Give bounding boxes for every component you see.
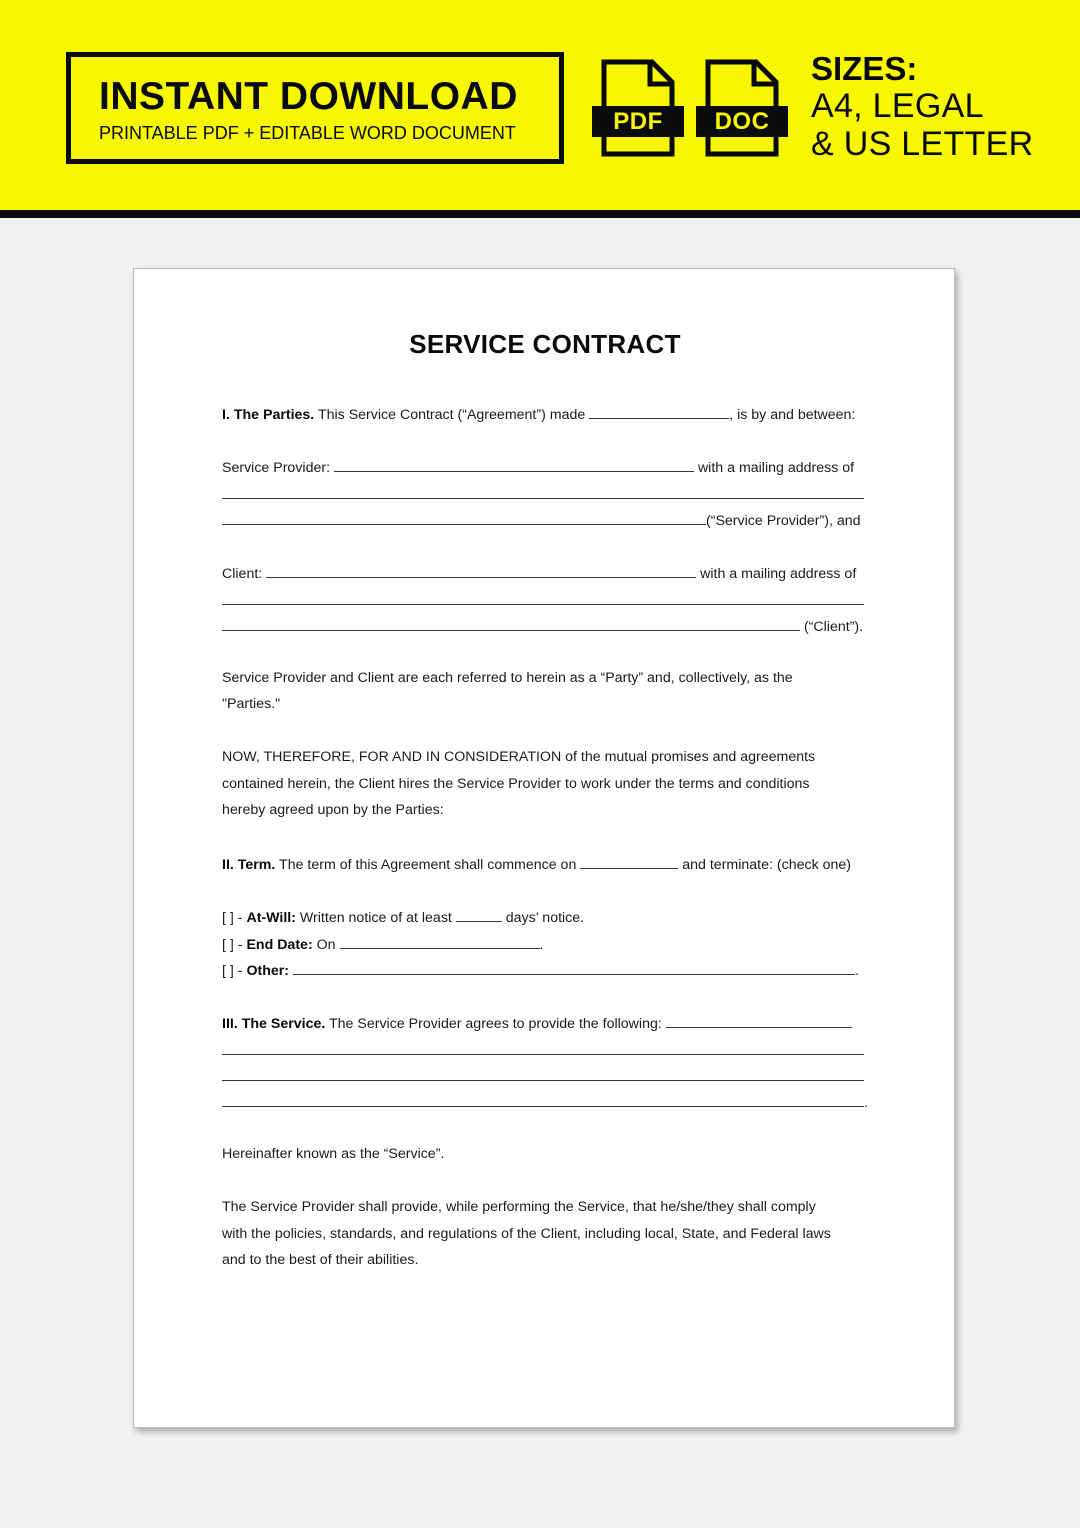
end-date-checkbox[interactable]: [ ] - [222, 937, 243, 954]
other-option [222, 961, 859, 979]
parties-text: This Service Contract (“Agreement”) made [317, 407, 586, 424]
other-blank[interactable] [293, 961, 855, 975]
pdf-label: PDF [592, 106, 684, 137]
parties-line [222, 405, 855, 423]
provider-line [222, 458, 854, 476]
parties-heading: I. The Parties. [222, 407, 315, 424]
at-will-checkbox[interactable]: [ ] - [222, 910, 243, 927]
term-text: The term of this Agreement shall commence on [279, 857, 577, 874]
parties-paragraph-line-1: Service Provider and Client are each referred to herein as a “Party” and, collectively, as the [222, 670, 793, 686]
client-label: Client: [222, 566, 263, 583]
provider-address-line-2 [222, 511, 861, 529]
client-line [222, 564, 856, 582]
at-will-option [222, 908, 584, 926]
client-address-blank[interactable] [222, 617, 800, 631]
client-address-line-2 [222, 617, 863, 635]
comply-line-3: and to the best of their abilities. [222, 1252, 419, 1268]
term-end: and terminate: (check one) [682, 857, 852, 874]
at-will-label: At-Will: [246, 910, 296, 927]
client-name-blank[interactable] [266, 564, 696, 578]
download-title: INSTANT DOWNLOAD [99, 75, 518, 118]
sizes-info [811, 50, 1033, 163]
parties-end: , is by and between: [729, 407, 856, 424]
document-title: SERVICE CONTRACT [409, 329, 681, 359]
end-date-option [222, 935, 543, 953]
term-line [222, 855, 851, 873]
notice-days-blank[interactable] [456, 908, 502, 922]
end-date-blank[interactable] [340, 935, 540, 949]
provider-address-blank[interactable] [222, 511, 706, 525]
provider-label: Service Provider: [222, 460, 331, 477]
term-heading: II. Term. [222, 857, 276, 874]
doc-file-icon [696, 58, 788, 158]
promo-banner [0, 0, 1080, 212]
sizes-line-2: & US LETTER [811, 125, 1034, 163]
consideration-line-1: NOW, THEREFORE, FOR AND IN CONSIDERATION of the mutual promises and agreements [222, 749, 816, 765]
end-date-text: On [316, 937, 336, 954]
consideration-line-2: contained herein, the Client hires the Service Provider to work under the terms and conditions [222, 776, 810, 792]
service-heading: III. The Service. [222, 1016, 326, 1033]
end-date-period: . [539, 937, 544, 954]
instant-download-box [66, 52, 564, 164]
provider-mailing-label: with a mailing address of [697, 460, 855, 477]
client-address-line-1[interactable] [222, 604, 864, 605]
service-period: . [864, 1095, 868, 1112]
service-line [222, 1014, 852, 1032]
pdf-file-icon [592, 58, 684, 158]
download-subtitle: PRINTABLE PDF + EDITABLE WORD DOCUMENT [99, 123, 516, 143]
other-checkbox[interactable]: [ ] - [222, 963, 243, 980]
consideration-line-3: hereby agreed upon by the Parties: [222, 802, 444, 818]
other-period: . [854, 963, 859, 980]
service-line-2[interactable] [222, 1054, 864, 1055]
comply-line-2: with the policies, standards, and regulations of the Client, including local, State, and Federal laws [222, 1226, 831, 1242]
sizes-title: SIZES: [811, 50, 918, 87]
client-end: (“Client”). [803, 619, 864, 636]
hereinafter-line: Hereinafter known as the “Service”. [222, 1146, 445, 1162]
service-text: The Service Provider agrees to provide the following: [329, 1016, 662, 1033]
client-mailing-label: with a mailing address of [700, 566, 857, 583]
service-line-4 [222, 1093, 868, 1111]
service-description-blank[interactable] [666, 1014, 852, 1028]
comply-line-1: The Service Provider shall provide, while performing the Service, that he/she/they shall comply [222, 1199, 816, 1215]
parties-paragraph-line-2: "Parties." [222, 696, 281, 712]
service-last-blank[interactable] [222, 1093, 864, 1107]
end-date-label: End Date: [246, 937, 313, 954]
provider-end: (“Service Provider”), and [706, 513, 861, 530]
at-will-text: Written notice of at least [299, 910, 452, 927]
other-label: Other: [246, 963, 290, 980]
term-start-blank[interactable] [580, 855, 678, 869]
sizes-line-1: A4, LEGAL [811, 87, 984, 125]
banner-divider [0, 210, 1080, 218]
agreement-date-blank[interactable] [589, 405, 729, 419]
provider-address-line-1[interactable] [222, 498, 864, 499]
provider-name-blank[interactable] [334, 458, 694, 472]
doc-label: DOC [696, 106, 788, 137]
at-will-end: days’ notice. [505, 910, 585, 927]
service-line-3[interactable] [222, 1080, 864, 1081]
document-page [133, 268, 955, 1428]
